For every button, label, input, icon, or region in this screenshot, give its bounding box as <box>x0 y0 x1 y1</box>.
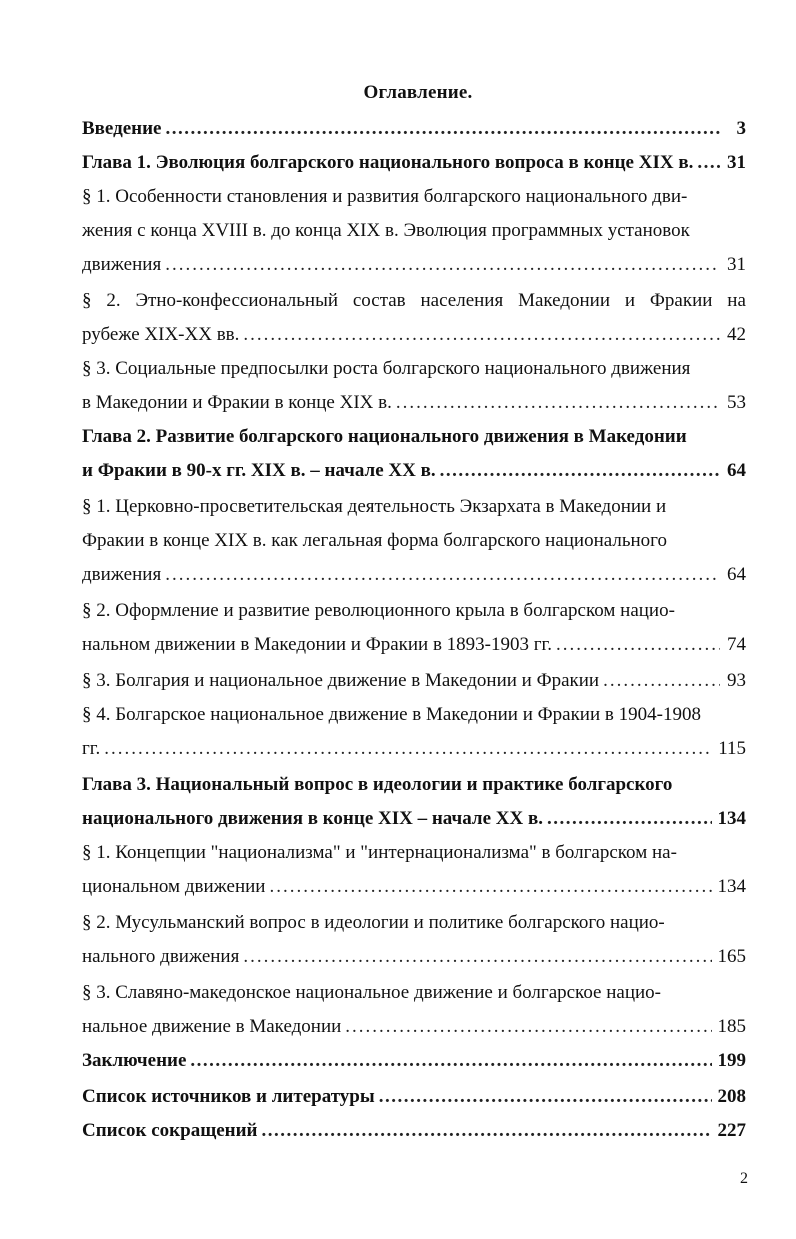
word: на <box>727 290 746 311</box>
toc-entry-chapter-1[interactable] <box>82 146 746 180</box>
toc-entry-abbreviations[interactable] <box>82 1114 746 1148</box>
toc-entry-text-line: § 4. Болгарское национальное движение в Македонии и Фракии в 1904-1908 <box>82 704 701 725</box>
toc-entry-text-line: § 3. Славяно-македонское национальное движение и болгарское нацио- <box>82 982 661 1003</box>
toc-entry-text: нальном движении в Македонии и Фракии в 1893-1903 гг. <box>82 634 552 655</box>
dot-leader <box>556 628 720 662</box>
word: населения <box>420 290 504 311</box>
dot-leader <box>345 1010 711 1044</box>
toc-entry-ch3-s1[interactable] <box>82 870 746 904</box>
toc-page-number: 31 <box>727 254 746 275</box>
toc-entry-ch2-s3[interactable] <box>82 664 746 698</box>
dot-leader <box>440 454 720 488</box>
dot-leader <box>262 1114 712 1148</box>
word: и <box>624 290 636 311</box>
dot-leader <box>165 248 720 282</box>
toc-entry-chapter-2[interactable] <box>82 454 746 488</box>
toc-entry-text: в Македонии и Фракии в конце XIX в. <box>82 392 392 413</box>
toc-page-number: 64 <box>727 460 746 481</box>
toc-page-number: 74 <box>727 634 746 655</box>
toc-entry-text: Список сокращений <box>82 1120 258 1141</box>
toc-entry-text-line: Фракии в конце XIX в. как легальная форма болгарского национального <box>82 530 667 551</box>
toc-entry-text-line: § 1. Концепции "национализма" и "интернационализма" в болгарском на- <box>82 842 677 863</box>
toc-entry-text: нального движения <box>82 946 240 967</box>
toc-entry-text: Глава 1. Эволюция болгарского национального вопроса в конце XIX в. <box>82 152 694 173</box>
dot-leader <box>547 802 712 836</box>
dot-leader <box>165 558 720 592</box>
toc-page-number: 165 <box>717 946 746 967</box>
toc-entry-text: рубеже XIX-XX вв. <box>82 324 240 345</box>
toc-entry-text: движения <box>82 564 162 585</box>
toc-entry-ch1-s3[interactable] <box>82 386 746 420</box>
dot-leader <box>603 664 720 698</box>
toc-entry-text: циональном движении <box>82 876 266 897</box>
toc-page-number: 185 <box>717 1016 746 1037</box>
toc-entry-text: Введение <box>82 118 162 139</box>
dot-leader <box>269 870 711 904</box>
dot-leader <box>243 318 720 352</box>
dot-leader <box>697 146 722 180</box>
toc-page-number: 93 <box>727 670 746 691</box>
toc-page-number: 3 <box>736 118 746 139</box>
toc-entry-text-line: § 3. Социальные предпосылки роста болгарского национального движения <box>82 358 691 379</box>
toc-entry-text: § 3. Болгария и национальное движение в Македонии и Фракии <box>82 670 600 691</box>
word: состав <box>352 290 406 311</box>
toc-page-number: 134 <box>717 876 746 897</box>
toc-entry-text-line: § 2. Оформление и развитие революционного крыла в болгарском нацио- <box>82 600 675 621</box>
toc-page-number: 208 <box>717 1086 746 1107</box>
toc-entry-intro[interactable] <box>82 112 746 146</box>
toc-entry-ch2-s1[interactable] <box>82 558 746 592</box>
toc-page-number: 134 <box>717 808 746 829</box>
toc-entry-sources[interactable] <box>82 1080 746 1114</box>
toc-page-number: 64 <box>727 564 746 585</box>
toc-entry-ch3-s3[interactable] <box>82 1010 746 1044</box>
toc-page-number: 42 <box>727 324 746 345</box>
toc-entry-conclusion[interactable] <box>82 1044 746 1078</box>
toc-page-number: 115 <box>718 738 746 759</box>
dot-leader <box>190 1044 711 1078</box>
page-title: Оглавление. <box>363 82 473 103</box>
word: § <box>82 290 92 311</box>
toc-page-number: 31 <box>727 152 746 173</box>
toc-entry-ch3-s2[interactable] <box>82 940 746 974</box>
word: Фракии <box>649 290 713 311</box>
toc-entry-text: гг. <box>82 738 101 759</box>
toc-entry-ch1-s1[interactable] <box>82 248 746 282</box>
toc-entry-text-line <box>82 284 746 318</box>
dot-leader <box>166 112 721 146</box>
dot-leader <box>396 386 720 420</box>
toc-page-number: 199 <box>717 1050 746 1071</box>
toc-entry-text-line: § 1. Особенности становления и развития болгарского национального дви- <box>82 186 688 207</box>
page-number: 2 <box>740 1170 748 1187</box>
toc-entry-text-line: § 2. Мусульманский вопрос в идеологии и политике болгарского нацио- <box>82 912 665 933</box>
toc-entry-text: и Фракии в 90-х гг. XIX в. – начале XX в. <box>82 460 436 481</box>
dot-leader <box>243 940 711 974</box>
toc-entry-text-line: жения с конца XVIII в. до конца XIX в. Эволюция программных установок <box>82 220 690 241</box>
toc-entry-text: национального движения в конце XIX – начале XX в. <box>82 808 543 829</box>
toc-entry-ch2-s2[interactable] <box>82 628 746 662</box>
toc-page-number: 227 <box>717 1120 746 1141</box>
toc-entry-text: нальное движение в Македонии <box>82 1016 342 1037</box>
toc-entry-ch1-s2[interactable] <box>82 318 746 352</box>
word: Македонии <box>518 290 611 311</box>
dot-leader <box>104 732 712 766</box>
word: Этно-конфессиональный <box>135 290 339 311</box>
toc-entry-ch2-s4[interactable] <box>82 732 746 766</box>
toc-entry-text: Заключение <box>82 1050 187 1071</box>
word: 2. <box>106 290 121 311</box>
toc-entry-text: движения <box>82 254 162 275</box>
toc-entry-text: Список источников и литературы <box>82 1086 375 1107</box>
toc-entry-text-line: Глава 2. Развитие болгарского национального движения в Македонии <box>82 426 687 447</box>
dot-leader <box>379 1080 712 1114</box>
toc-entry-chapter-3[interactable] <box>82 802 746 836</box>
toc-entry-text-line: § 1. Церковно-просветительская деятельность Экзархата в Македонии и <box>82 496 667 517</box>
toc-entry-text-line: Глава 3. Национальный вопрос в идеологии и практике болгарского <box>82 774 673 795</box>
toc-page-number: 53 <box>727 392 746 413</box>
